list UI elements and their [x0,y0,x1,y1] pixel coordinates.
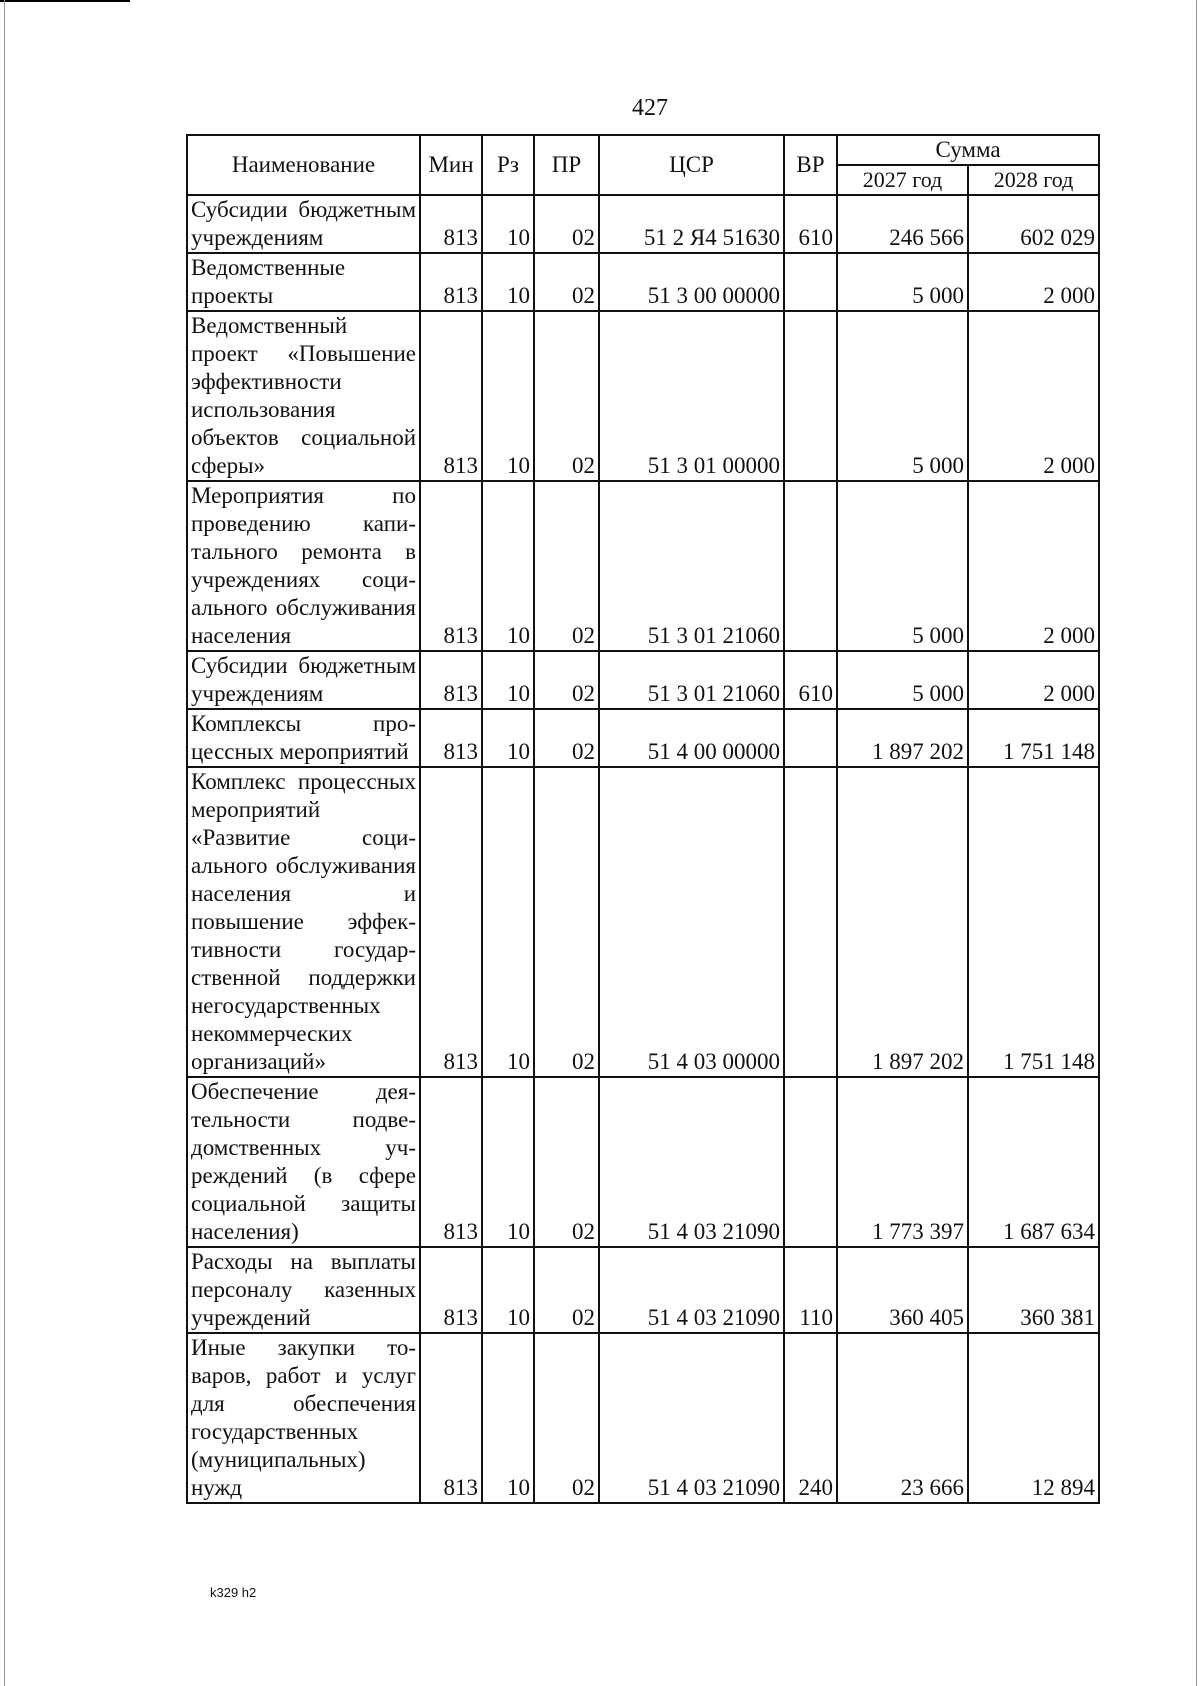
row-csr: 51 4 03 21090 [599,1247,784,1333]
budget-table [186,134,1100,1504]
scan-edge-right [1196,0,1197,1686]
page-number: 427 [632,95,668,121]
row-rz: 10 [482,311,534,481]
row-amount-2028: 2 000 [968,651,1099,709]
row-amount-2027: 5 000 [837,481,968,651]
row-name: Субсидии бюджетным учреждениям [187,195,420,253]
row-csr: 51 4 00 00000 [599,709,784,767]
row-csr: 51 3 01 21060 [599,651,784,709]
row-vr: 240 [784,1333,837,1503]
table-header [187,135,1099,195]
row-rz: 10 [482,481,534,651]
row-min: 813 [420,1077,482,1247]
table-body [187,195,1099,1503]
row-csr: 51 3 01 21060 [599,481,784,651]
row-csr: 51 3 00 00000 [599,253,784,311]
row-min: 813 [420,311,482,481]
row-amount-2027: 5 000 [837,651,968,709]
row-pr: 02 [534,253,599,311]
row-amount-2028: 602 029 [968,195,1099,253]
table-row [187,651,1099,709]
row-name: Комплекс процессных мероприятий «Развитие социального обслуживания населения и повышение эффективности государственной поддержки негосударственных некоммерческих организаций» [187,767,420,1077]
row-vr: 610 [784,195,837,253]
row-pr: 02 [534,709,599,767]
row-amount-2028: 360 381 [968,1247,1099,1333]
row-name: Мероприятия по проведению капитального ремонта в учреждениях социального обслуживания населения [187,481,420,651]
row-name: Ведомственные проекты [187,253,420,311]
table-row [187,195,1099,253]
row-min: 813 [420,1333,482,1503]
header-year-2028: 2028 год [968,165,1099,195]
row-pr: 02 [534,1247,599,1333]
row-amount-2027: 1 897 202 [837,709,968,767]
row-vr [784,1077,837,1247]
row-min: 813 [420,253,482,311]
row-min: 813 [420,1247,482,1333]
table-row [187,311,1099,481]
row-pr: 02 [534,311,599,481]
row-pr: 02 [534,767,599,1077]
row-vr: 110 [784,1247,837,1333]
row-min: 813 [420,651,482,709]
row-vr [784,311,837,481]
row-amount-2027: 5 000 [837,253,968,311]
row-csr: 51 4 03 21090 [599,1077,784,1247]
row-pr: 02 [534,195,599,253]
table-row [187,767,1099,1077]
row-amount-2027: 1 897 202 [837,767,968,1077]
row-csr: 51 4 03 00000 [599,767,784,1077]
row-rz: 10 [482,767,534,1077]
row-rz: 10 [482,651,534,709]
header-min: Мин [420,135,482,195]
row-amount-2028: 2 000 [968,311,1099,481]
row-amount-2028: 1 687 634 [968,1077,1099,1247]
header-pr: ПР [534,135,599,195]
row-amount-2027: 23 666 [837,1333,968,1503]
row-amount-2028: 2 000 [968,253,1099,311]
row-pr: 02 [534,651,599,709]
header-sum: Сумма [837,135,1099,165]
row-csr: 51 2 Я4 51630 [599,195,784,253]
footer-code: k329 h2 [210,1585,257,1600]
row-amount-2027: 246 566 [837,195,968,253]
header-name: Наименование [187,135,420,195]
row-pr: 02 [534,481,599,651]
row-csr: 51 3 01 00000 [599,311,784,481]
row-pr: 02 [534,1077,599,1247]
row-amount-2027: 360 405 [837,1247,968,1333]
header-year-2027: 2027 год [837,165,968,195]
header-rz: Рз [482,135,534,195]
row-min: 813 [420,481,482,651]
table-row [187,709,1099,767]
row-csr: 51 4 03 21090 [599,1333,784,1503]
table-row [187,1077,1099,1247]
row-name: Ведомственный проект «Повышение эффективности использования объектов социальной сферы» [187,311,420,481]
row-rz: 10 [482,1247,534,1333]
row-amount-2028: 1 751 148 [968,767,1099,1077]
row-rz: 10 [482,253,534,311]
row-name: Комплексы процессных мероприятий [187,709,420,767]
row-amount-2028: 2 000 [968,481,1099,651]
row-name: Обеспечение деятельности подведомственных учреждений (в сфере социальной защиты населения) [187,1077,420,1247]
row-amount-2028: 12 894 [968,1333,1099,1503]
table-row [187,1333,1099,1503]
header-vr: ВР [784,135,837,195]
row-min: 813 [420,195,482,253]
row-name: Субсидии бюджетным учреждениям [187,651,420,709]
row-vr: 610 [784,651,837,709]
row-rz: 10 [482,1333,534,1503]
row-rz: 10 [482,1077,534,1247]
row-amount-2027: 5 000 [837,311,968,481]
row-vr [784,767,837,1077]
scan-edge-left [4,0,5,1686]
row-vr [784,481,837,651]
row-name: Расходы на выплаты персоналу казенных учреждений [187,1247,420,1333]
row-rz: 10 [482,195,534,253]
row-min: 813 [420,767,482,1077]
header-csr: ЦСР [599,135,784,195]
table-row [187,253,1099,311]
row-vr [784,253,837,311]
row-name: Иные закупки товаров, работ и услуг для обеспечения государственных (муниципальных) нужд [187,1333,420,1503]
row-min: 813 [420,709,482,767]
table-row [187,481,1099,651]
row-rz: 10 [482,709,534,767]
scan-edge-top [0,0,130,2]
row-amount-2028: 1 751 148 [968,709,1099,767]
table-row [187,1247,1099,1333]
row-pr: 02 [534,1333,599,1503]
row-vr [784,709,837,767]
row-amount-2027: 1 773 397 [837,1077,968,1247]
